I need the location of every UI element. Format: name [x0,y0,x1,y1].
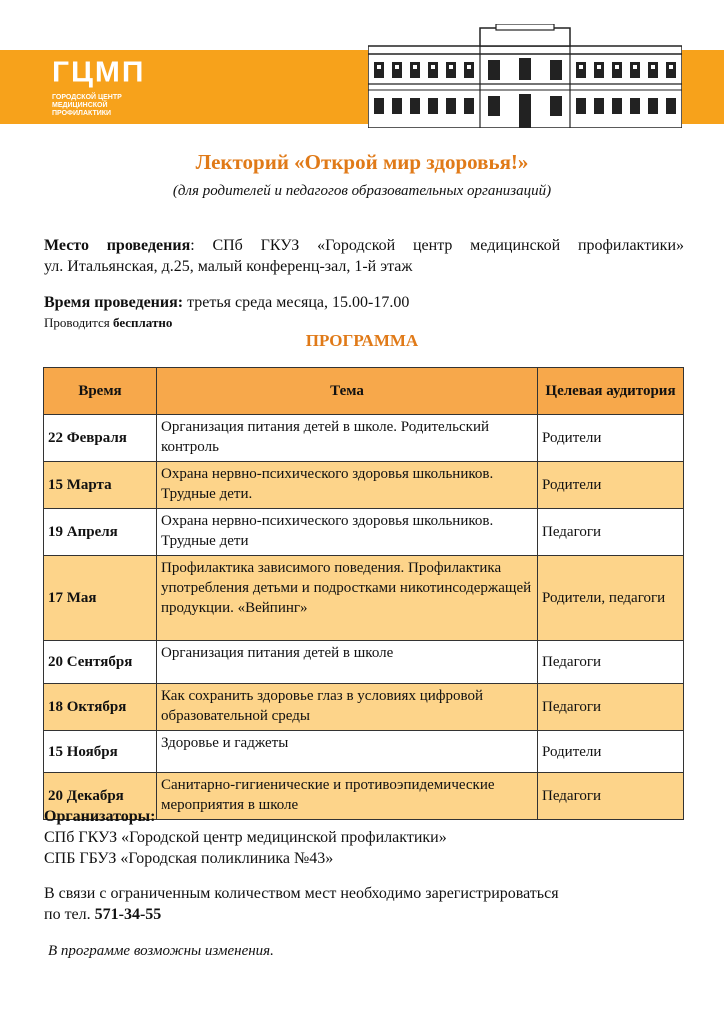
registration-text: В связи с ограниченным количеством мест необходимо зарегистрироваться [44,885,559,902]
row-date: 15 Ноября [44,731,157,773]
table-row [44,556,684,641]
row-date: 19 Апреля [44,509,157,556]
row-date: 20 Декабря [44,773,157,820]
logo-sub-line: МЕДИЦИНСКОЙ [52,102,108,109]
row-date: 18 Октября [44,684,157,731]
program-table [43,367,684,820]
header-time: Время [44,368,157,415]
row-topic: Организация питания детей в школе [157,641,538,684]
time-block [44,294,409,312]
header-audience: Целевая аудитория [538,368,684,415]
table-row [44,509,684,556]
phone-number: 571-34-55 [94,906,162,923]
page-title: Лекторий «Открой мир здоровья!» [195,150,529,174]
table-row [44,731,684,773]
registration-block [44,883,559,925]
row-topic: Как сохранить здоровье глаз в условиях цифровой образовательной среды [157,684,538,731]
row-audience: Педагоги [538,641,684,684]
organizers-block [44,806,447,869]
row-topic: Охрана нервно-психического здоровья школьников. Трудные дети [157,509,538,556]
table-row [44,641,684,684]
organizer-line: СПб ГКУЗ «Городской центр медицинской профилактики» [44,829,447,846]
logo-subtitle [52,94,145,118]
row-audience: Родители [538,462,684,509]
row-date: 15 Марта [44,462,157,509]
row-audience: Родители, педагоги [538,556,684,641]
venue-label: Место проведения [44,237,191,254]
table-row [44,462,684,509]
building-illustration [368,24,682,128]
header-topic: Тема [157,368,538,415]
table-row [44,415,684,462]
venue-block [44,235,684,277]
logo [52,58,145,118]
venue-address: ул. Итальянская, д.25, малый конференц-зал, 1-й этаж [44,258,413,275]
page-subtitle: (для родителей и педагогов образовательных организаций) [172,183,552,199]
table-row [44,684,684,731]
changes-note: В программе возможны изменения. [48,943,274,959]
program-title: ПРОГРАММА [305,331,419,350]
logo-sub-line: ПРОФИЛАКТИКИ [52,110,112,117]
logo-sub-line: ГОРОДСКОЙ ЦЕНТР [52,94,122,101]
row-topic: Охрана нервно-психического здоровья школьников. Трудные дети. [157,462,538,509]
row-audience: Педагоги [538,509,684,556]
row-audience: Педагоги [538,773,684,820]
free-note [44,315,172,331]
time-label: Время проведения: [44,294,184,311]
row-audience: Родители [538,731,684,773]
row-date: 22 Февраля [44,415,157,462]
row-topic: Организация питания детей в школе. Родительский контроль [157,415,538,462]
free-bold: бесплатно [112,315,173,330]
row-topic: Здоровье и гаджеты [157,731,538,773]
venue-text: : СПб ГКУЗ «Городской центр медицинской профилактики» [190,237,685,254]
phone-prefix: по тел. [44,906,95,923]
organizer-line: СПБ ГБУЗ «Городская поликлиника №43» [44,850,334,867]
row-topic: Санитарно-гигиенические и противоэпидемические мероприятия в школе [157,773,538,820]
logo-mark: ГЦМП [52,56,146,89]
time-text: третья среда месяца, 15.00-17.00 [183,294,410,311]
organizers-label: Организаторы: [44,808,156,825]
row-audience: Педагоги [538,684,684,731]
row-date: 20 Сентября [44,641,157,684]
row-date: 17 Мая [44,556,157,641]
row-topic: Профилактика зависимого поведения. Профилактика употребления детьми и подростками никотинсодержащей продукции. «Вейпинг» [157,556,538,641]
row-audience: Родители [538,415,684,462]
free-prefix: Проводится [44,315,113,330]
